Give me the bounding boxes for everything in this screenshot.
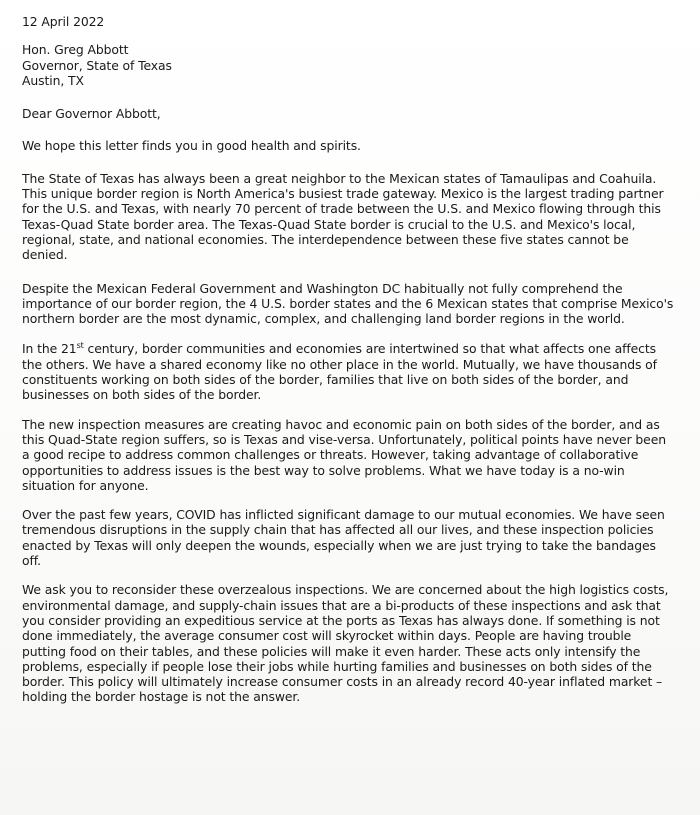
ordinal-suffix: st [76,341,84,351]
paragraph-neighbor: The State of Texas has always been a great neighbor to the Mexican states of Tamaulipas and Coahuila. This unique border region is North America's busiest trade gateway. Mexico is the largest trading partner for the U.S. and Texas, with nearly 70 percent of trade between the U.S. and Mexico flowing through this Texas-Quad State border area. The Texas-Quad State border is crucial to the U.S. and Mexico's local, regional, state, and national economies. The interdependence between these five states cannot be denied. [22,170,664,263]
letter-body [22,14,674,719]
recipient-location: Austin, TX [22,72,84,88]
paragraph-reconsider: We ask you to reconsider these overzealous inspections. We are concerned about the high logistics costs, environmental damage, and supply-chain issues that are a bi-products of these inspections and ask that you consider providing an expeditious service at the ports as Texas has always done. If something is not done immediately, the average consumer cost will skyrocket within days. People are having trouble putting food on their tables, and these policies will make it even harder. These acts only intensify the problems, especially if people lose their jobs while hurting families and businesses on both sides of the border. This policy will ultimately increase consumer costs in an already record 40-year inflated market – holding the border hostage is not the answer. [22,582,669,705]
paragraph-21st-before: In the 21 [22,341,77,357]
paragraph-covid: Over the past few years, COVID has inflicted significant damage to our mutual economies. We have seen tremendous disruptions in the supply chain that has affected all our lives, and these inspection policies enacted by Texas will only deepen the wounds, especially when we are just trying to take the bandages off. [22,507,665,569]
paragraph-21st-after: century, border communities and economies are intertwined so that what affects one affects the others. We have a shared economy like no other place in the world. Mutually, we have thousands of constituents working on both sides of the border, families that live on both sides of the border, and businesses on both sides of the border. [22,341,657,403]
paragraph-inspection-measures: The new inspection measures are creating havoc and economic pain on both sides of the border, and as this Quad-State region suffers, so is Texas and vise-versa. Unfortunately, political points have never been a good recipe to address common challenges or threats. However, taking advantage of collaborative opportunities to address issues is the best way to solve problems. What we have today is a no-win situation for anyone. [22,416,666,493]
paragraph-21st-century [22,341,674,402]
paragraph-greeting: We hope this letter finds you in good health and spirits. [22,138,361,154]
recipient-address [22,42,674,88]
paragraph-border-regions: Despite the Mexican Federal Government and Washington DC habitually not fully comprehend the importance of our border region, the 4 U.S. border states and the 6 Mexican states that comprise Mexico's northern border are the most dynamic, complex, and challenging land border regions in the world. [22,280,674,327]
letter-date: 12 April 2022 [22,14,105,29]
recipient-title: Governor, State of Texas [22,57,172,73]
recipient-name: Hon. Greg Abbott [22,42,129,58]
salutation: Dear Governor Abbott, [22,106,161,122]
